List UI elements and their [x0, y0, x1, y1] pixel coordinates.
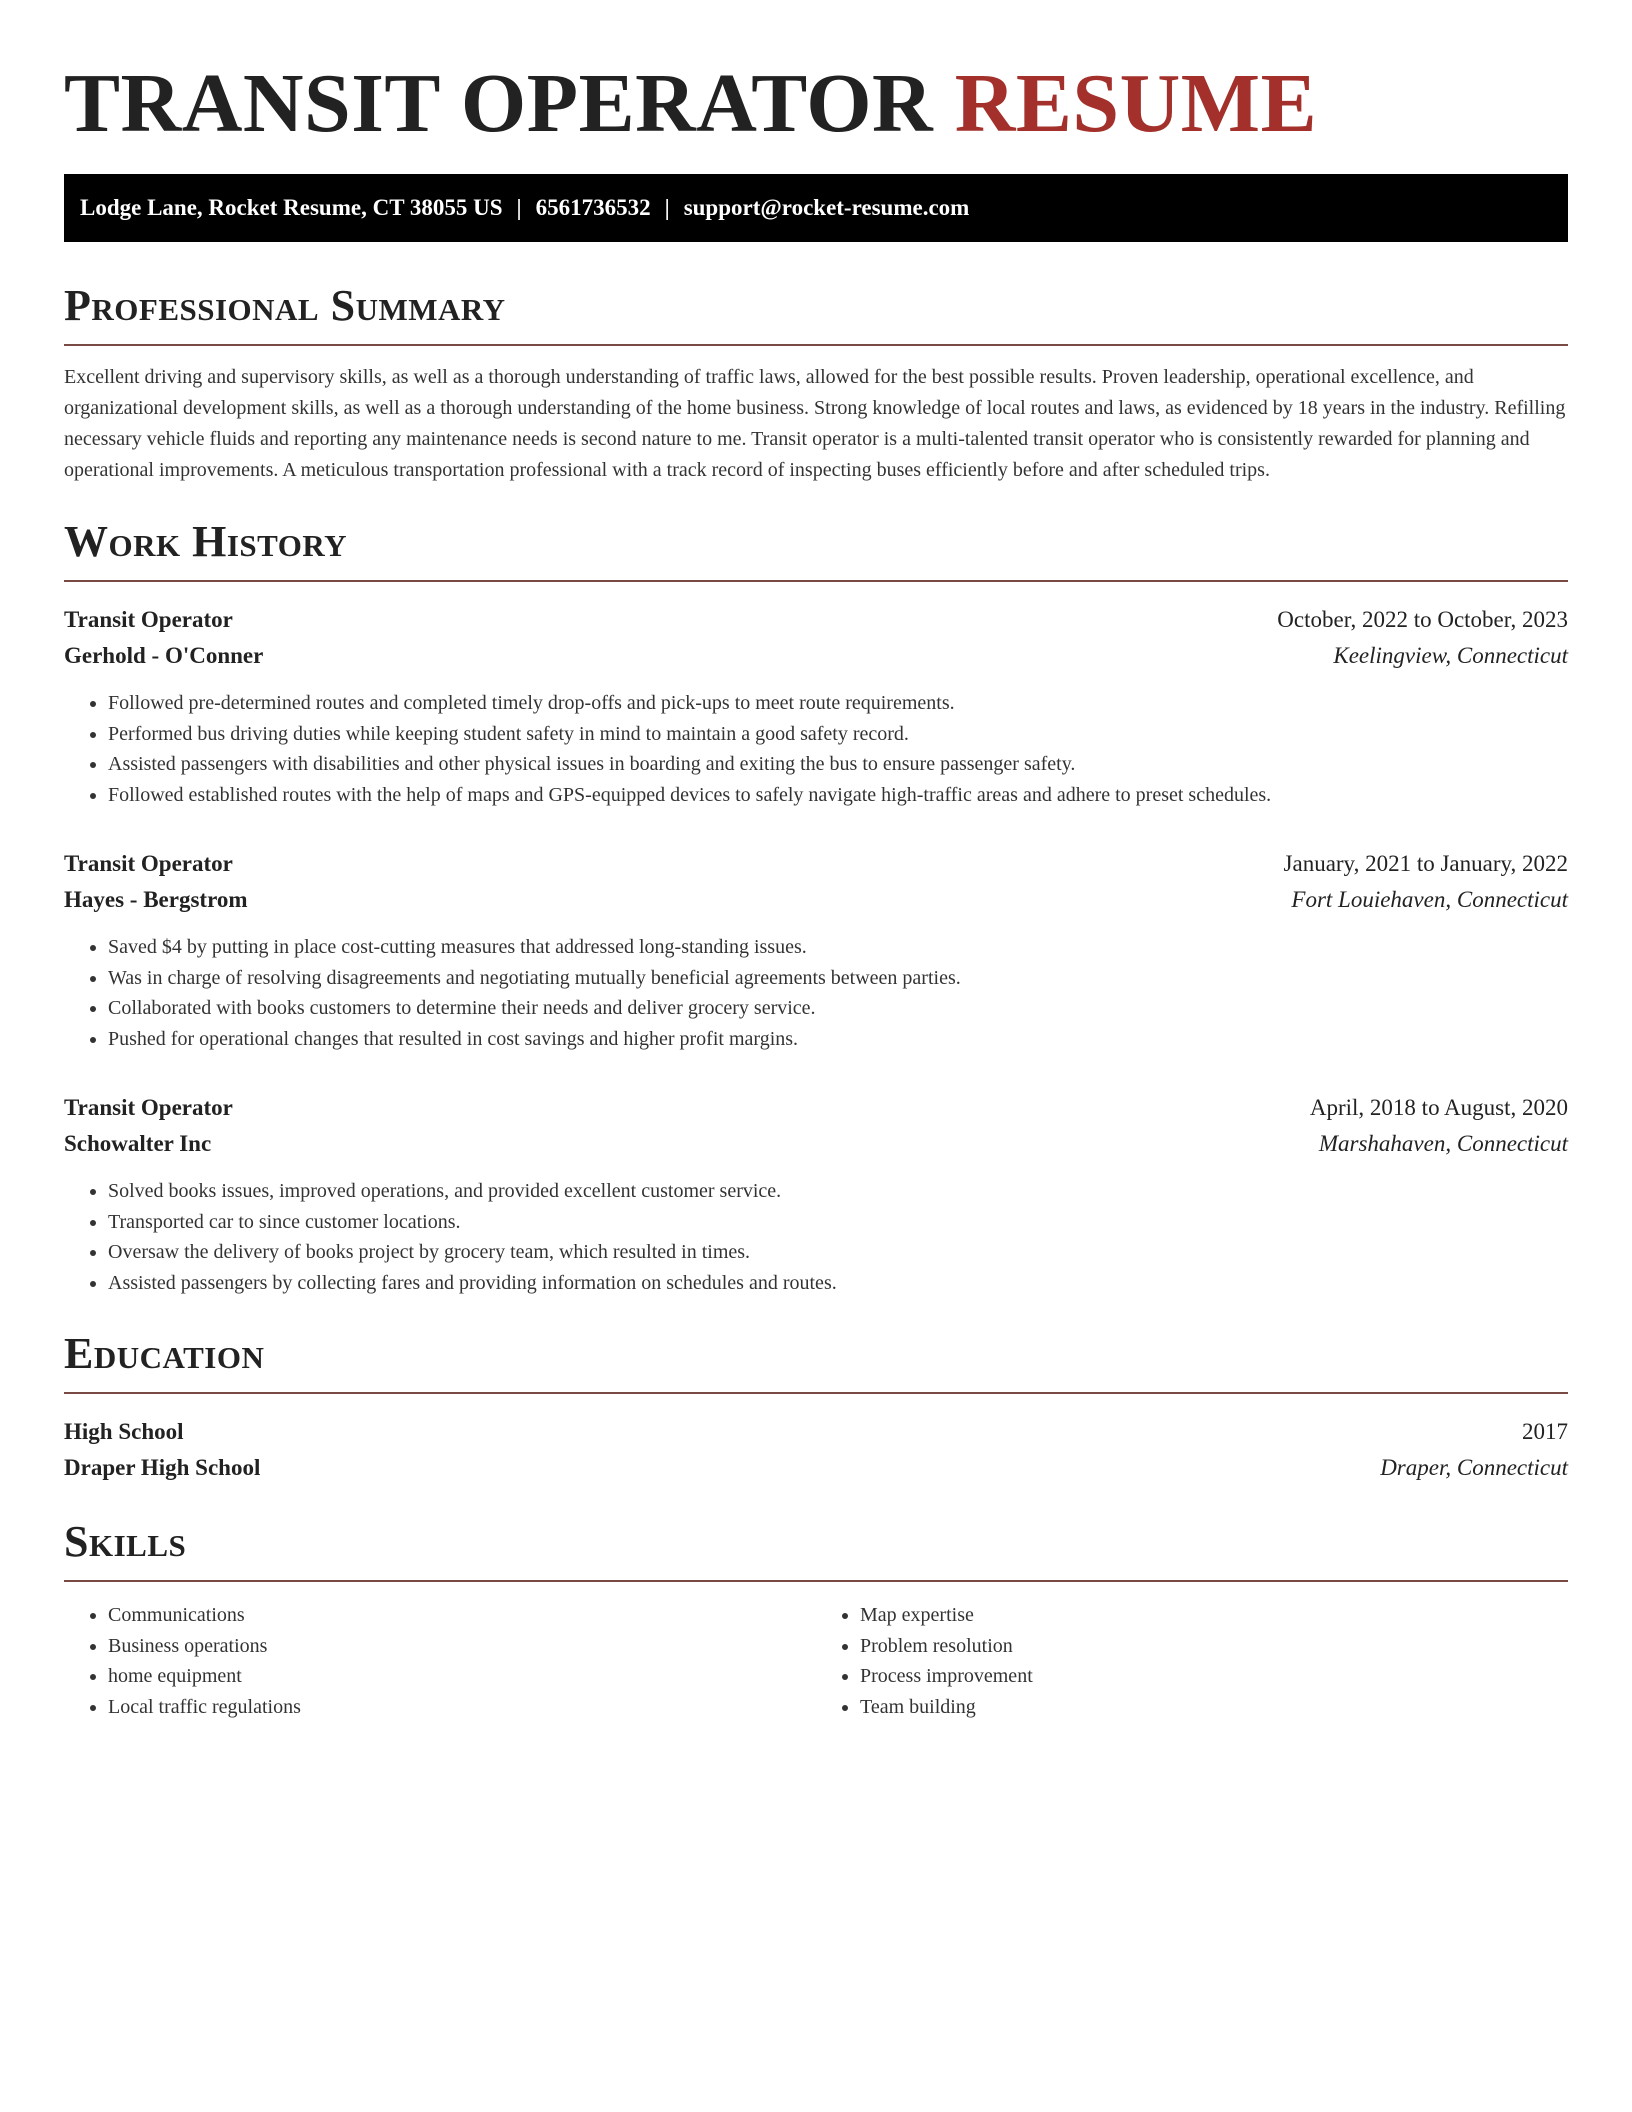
- skills-grid: [64, 1600, 1568, 1722]
- job-bullet: • Assisted passengers by collecting fares and providing information on schedules and routes.: [108, 1268, 1568, 1299]
- skills-list: [64, 1600, 816, 1722]
- job-bullets: [64, 932, 1568, 1054]
- job-company-row: [64, 882, 1568, 918]
- skill-item: • Map expertise: [860, 1600, 1568, 1631]
- skill-item: • Problem resolution: [860, 1631, 1568, 1662]
- skill-item: • Process improvement: [860, 1661, 1568, 1692]
- job-title-row: [64, 602, 1568, 638]
- skill-item: • Business operations: [108, 1631, 816, 1662]
- title-accent: RESUME: [954, 57, 1318, 150]
- skills-list: [816, 1600, 1568, 1722]
- education-heading: Education: [64, 1328, 1568, 1394]
- job-bullet: • Performed bus driving duties while keeping student safety in mind to maintain a good safety record.: [108, 719, 1568, 750]
- job-bullet: • Followed established routes with the help of maps and GPS-equipped devices to safely navigate high-traffic areas and adhere to preset schedules.: [108, 780, 1568, 811]
- job-entry: [64, 846, 1568, 1054]
- skill-item: • home equipment: [108, 1661, 816, 1692]
- job-bullet: • Saved $4 by putting in place cost-cutting measures that addressed long-standing issues.: [108, 932, 1568, 963]
- skill-item: • Team building: [860, 1692, 1568, 1723]
- job-bullet: • Transported car to since customer locations.: [108, 1207, 1568, 1238]
- job-location: Fort Louiehaven, Connecticut: [1291, 887, 1568, 912]
- job-location: Marshahaven, Connecticut: [1318, 1131, 1568, 1156]
- education-school-row: [64, 1450, 1568, 1486]
- job-bullets: [64, 688, 1568, 810]
- contact-email: support@rocket-resume.com: [683, 195, 970, 220]
- job-entry: [64, 602, 1568, 810]
- contact-bar: [64, 174, 1568, 242]
- job-title-row: [64, 846, 1568, 882]
- contact-phone: 6561736532: [535, 195, 651, 220]
- job-bullet: • Assisted passengers with disabilities and other physical issues in boarding and exiting the bus to ensure passenger safety.: [108, 749, 1568, 780]
- summary-heading: Professional Summary: [64, 280, 1568, 346]
- job-title: Transit Operator: [64, 1095, 233, 1120]
- skills-column-left: [64, 1600, 816, 1722]
- education-degree: High School: [64, 1419, 184, 1444]
- contact-separator: |: [516, 195, 522, 220]
- job-bullets: [64, 1176, 1568, 1298]
- job-company: Gerhold - O'Conner: [64, 643, 264, 668]
- job-location: Keelingview, Connecticut: [1333, 643, 1568, 668]
- job-dates: October, 2022 to October, 2023: [1277, 607, 1568, 632]
- job-company: Hayes - Bergstrom: [64, 887, 248, 912]
- job-dates: January, 2021 to January, 2022: [1283, 851, 1568, 876]
- work-history-heading: Work History: [64, 516, 1568, 582]
- job-entry: [64, 1090, 1568, 1298]
- skill-item: • Communications: [108, 1600, 816, 1631]
- contact-address: Lodge Lane, Rocket Resume, CT 38055 US: [80, 195, 503, 220]
- contact-separator: |: [664, 195, 670, 220]
- job-bullet: • Solved books issues, improved operations, and provided excellent customer service.: [108, 1176, 1568, 1207]
- resume-title: [64, 0, 1568, 152]
- education-year: 2017: [1522, 1419, 1568, 1444]
- education-school: Draper High School: [64, 1455, 261, 1480]
- skill-item: • Local traffic regulations: [108, 1692, 816, 1723]
- job-title: Transit Operator: [64, 607, 233, 632]
- job-bullet: • Followed pre-determined routes and completed timely drop-offs and pick-ups to meet route requirements.: [108, 688, 1568, 719]
- job-company-row: [64, 1126, 1568, 1162]
- job-bullet: • Was in charge of resolving disagreements and negotiating mutually beneficial agreements between parties.: [108, 963, 1568, 994]
- title-main: TRANSIT OPERATOR: [64, 57, 934, 150]
- job-title-row: [64, 1090, 1568, 1126]
- job-dates: April, 2018 to August, 2020: [1309, 1095, 1568, 1120]
- education-entry: [64, 1414, 1568, 1486]
- job-bullet: • Pushed for operational changes that resulted in cost savings and higher profit margins.: [108, 1024, 1568, 1055]
- summary-text: Excellent driving and supervisory skills, as well as a thorough understanding of traffic laws, allowed for the best possible results. Proven leadership, operational excellence, and organizational development skills, as well as a thorough understanding of the home business. Strong knowledge of local routes and laws, as evidenced by 18 years in the industry. Refilling necessary vehicle fluids and reporting any maintenance needs is second nature to me. Transit operator is a multi-talented transit operator who is consistently rewarded for planning and operational improvements. A meticulous transportation professional with a track record of inspecting buses efficiently before and after scheduled trips.: [64, 366, 1566, 481]
- job-bullet: • Oversaw the delivery of books project by grocery team, which resulted in times.: [108, 1237, 1568, 1268]
- job-title: Transit Operator: [64, 851, 233, 876]
- skills-heading: Skills: [64, 1516, 1568, 1582]
- job-bullet: • Collaborated with books customers to determine their needs and deliver grocery service.: [108, 993, 1568, 1024]
- skills-column-right: [816, 1600, 1568, 1722]
- job-company: Schowalter Inc: [64, 1131, 212, 1156]
- education-location: Draper, Connecticut: [1380, 1455, 1568, 1480]
- job-company-row: [64, 638, 1568, 674]
- education-degree-row: [64, 1414, 1568, 1450]
